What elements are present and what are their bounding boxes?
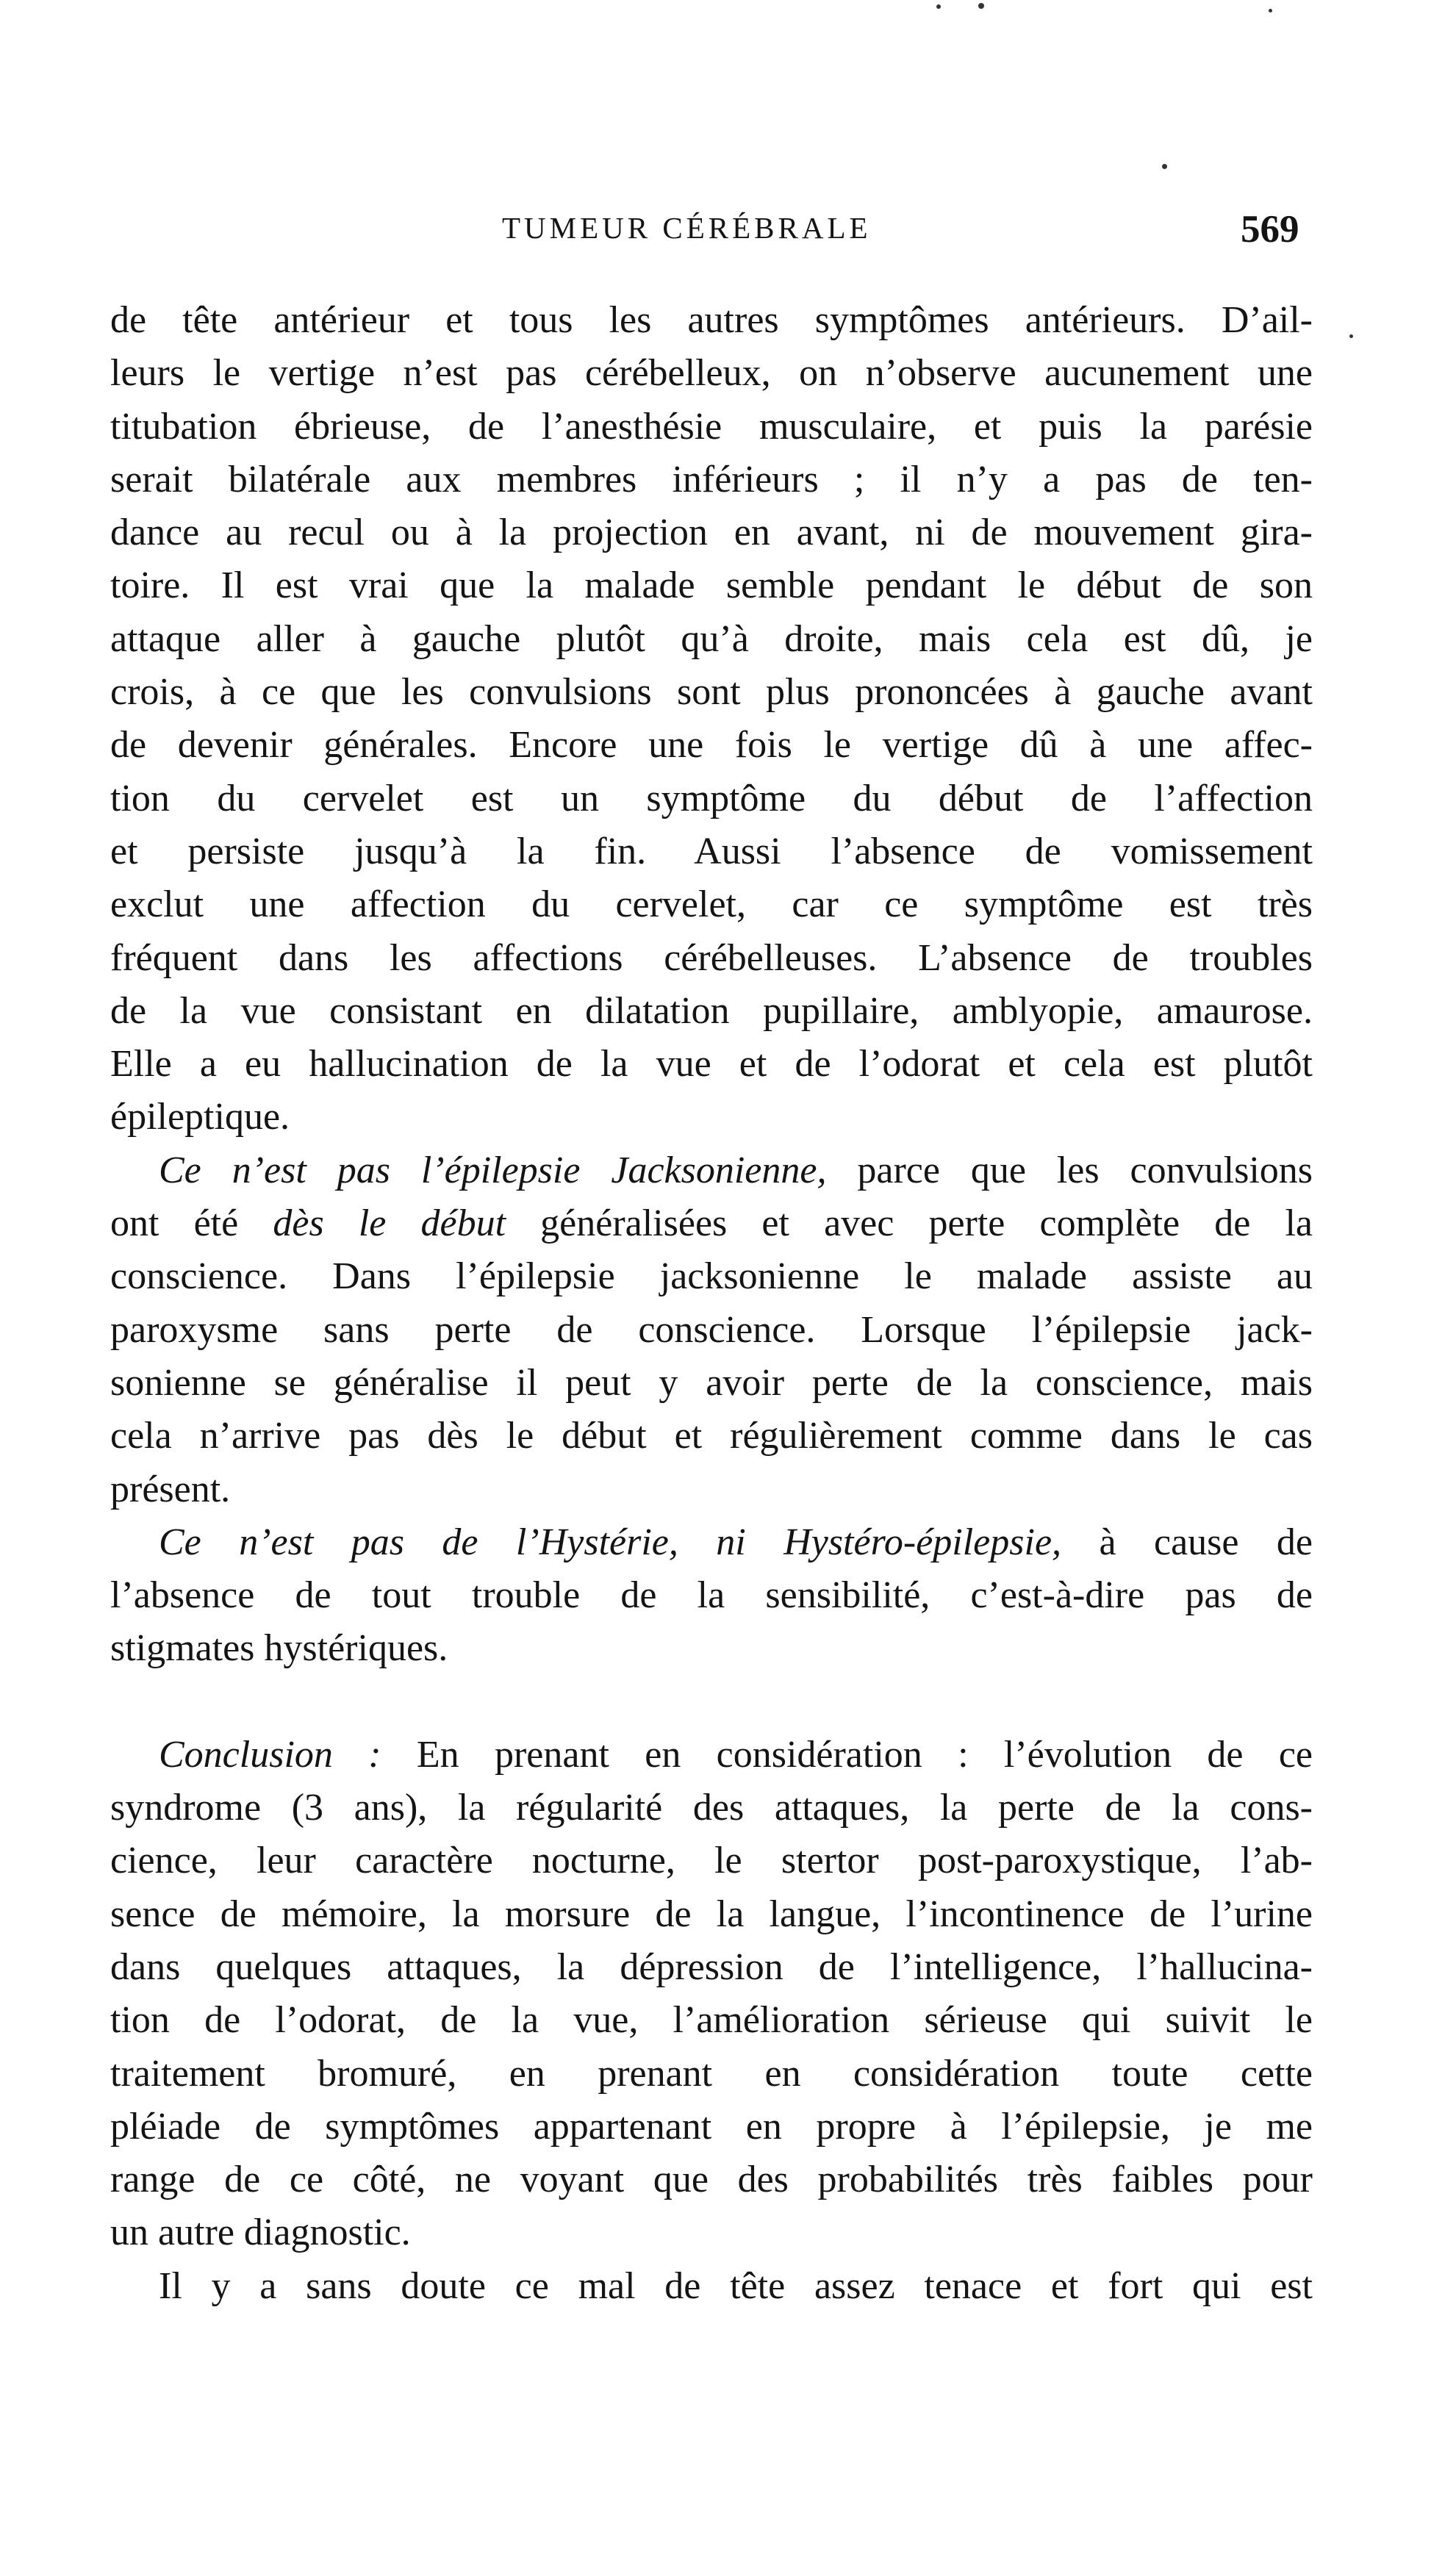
paragraph-gap [110,1676,1313,1729]
text-line: Ce n’est pas l’épilepsie Jacksonienne, parce que les convulsions [159,1149,1313,1191]
text-line: traitement bromuré, en prenant en considération toute cette [110,2052,1313,2095]
text-line: tion du cervelet est un symptôme du début de l’affection [110,777,1313,819]
running-title: TUMEUR CÉRÉBRALE [502,211,872,245]
text-line: leurs le vertige n’est pas cérébelleux, on n’observe aucunement une [110,352,1313,395]
text-line: conscience. Dans l’épilepsie jacksonienne le malade assiste au [110,1255,1313,1298]
text-line: et persiste jusqu’à la fin. Aussi l’absence de vomissement [110,830,1313,872]
text-line: un autre diagnostic. [110,2211,411,2254]
text-line: crois, à ce que les convulsions sont plus prononcées à gauche avant [110,671,1313,714]
text-line: de tête antérieur et tous les autres symptômes antérieurs. D’ail- [110,299,1313,341]
text-line: syndrome (3 ans), la régularité des attaques, la perte de la cons- [110,1787,1313,1829]
text-line: titubation ébrieuse, de l’anesthésie musculaire, et puis la parésie [110,405,1313,448]
text-line: sonienne se généralise il peut y avoir perte de la conscience, mais [110,1361,1313,1404]
body-text [110,294,1313,2313]
text-line: exclut une affection du cervelet, car ce symptôme est très [110,883,1313,926]
running-head [0,207,1456,259]
text-line: dance au recul ou à la projection en avant, ni de mouvement gira- [110,512,1313,554]
text-line: présent. [110,1468,231,1510]
text-line: l’absence de tout trouble de la sensibilité, c’est-à-dire pas de [110,1574,1313,1617]
text-line: Conclusion : En prenant en considération : l’évolution de ce [159,1733,1313,1776]
text-line: pléiade de symptômes appartenant en propre à l’épilepsie, je me [110,2105,1313,2148]
text-line: tion de l’odorat, de la vue, l’amélioration sérieuse qui suivit le [110,1999,1313,2042]
italic-phrase: Conclusion : [159,1733,381,1776]
italic-phrase: Ce n’est pas de l’Hystérie, ni Hystéro-épilepsie, [159,1521,1062,1563]
text-line: sence de mémoire, la morsure de la langue, l’incontinence de l’urine [110,1893,1313,1935]
text-line: toire. Il est vrai que la malade semble pendant le début de son [110,564,1313,607]
text-line: Il y a sans doute ce mal de tête assez tenace et fort qui est [159,2264,1313,2307]
text-line: range de ce côté, ne voyant que des probabilités très faibles pour [110,2159,1313,2201]
text-line: paroxysme sans perte de conscience. Lorsque l’épilepsie jack- [110,1308,1313,1351]
text-line: cience, leur caractère nocturne, le stertor post-paroxystique, l’ab- [110,1840,1313,1882]
text-line: cela n’arrive pas dès le début et régulièrement comme dans le cas [110,1415,1313,1457]
text-line: ont été dès le début généralisées et avec perte complète de la [110,1202,1313,1245]
text-line: Elle a eu hallucination de la vue et de l’odorat et cela est plutôt [110,1043,1313,1086]
text-line: attaque aller à gauche plutôt qu’à droite, mais cela est dû, je [110,617,1313,660]
italic-phrase: Ce n’est pas l’épilepsie Jacksonienne, [159,1149,827,1191]
italic-phrase: dès le début [273,1202,506,1245]
text-line: serait bilatérale aux membres inférieurs ; il n’y a pas de ten- [110,458,1313,501]
text-line: Ce n’est pas de l’Hystérie, ni Hystéro-épilepsie, à cause de [159,1521,1313,1563]
text-line: fréquent dans les affections cérébelleuses. L’absence de troubles [110,936,1313,979]
text-line: de devenir générales. Encore une fois le vertige dû à une affec- [110,724,1313,767]
text-line: dans quelques attaques, la dépression de l’intelligence, l’hallucina- [110,1945,1313,1988]
page-number: 569 [1241,208,1299,251]
text-line: stigmates hystériques. [110,1627,448,1670]
text-line: épileptique. [110,1096,290,1138]
text-line: de la vue consistant en dilatation pupillaire, amblyopie, amaurose. [110,989,1313,1032]
